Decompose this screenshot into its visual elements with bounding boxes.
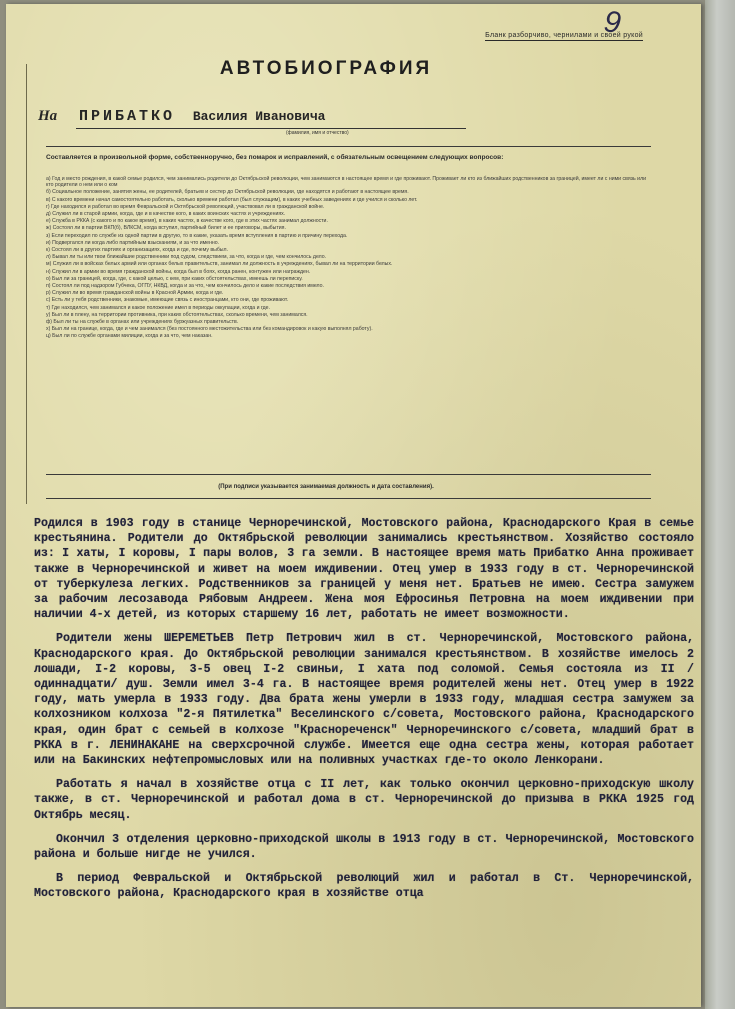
instruction-item: ф) Был ли ты на службе в органах или учреждениях буржуазных правительств. xyxy=(46,319,239,326)
instruction-item: д) Служил ли в старой армии, когда, где и в качестве кого, в каких воинских частях и учреждениях. xyxy=(46,211,286,218)
left-margin-rule xyxy=(26,64,27,504)
signature-caption: (При подписи указывается занимаемая должность и дата составления). xyxy=(218,484,434,490)
instruction-item: м) Служил ли в войсках белых армий или органах белых правительств, занимал ли должность в учреждениях, бывал ли на территории белых. xyxy=(46,261,393,268)
instruction-item: н) Служил ли в армии во время гражданской войны, когда был в боях, когда ранен, контужен или награжден. xyxy=(46,268,311,275)
form-title: АВТОБИОГРАФИЯ xyxy=(219,58,433,79)
document-page xyxy=(6,4,701,1007)
instruction-item: л) Бывал ли ты или твои ближайшие родственники под судом, следствием, за что, когда и где, чем кончилось дело. xyxy=(46,254,327,261)
surname: ПРИБАТКО xyxy=(78,108,175,125)
typed-autobiography xyxy=(34,516,694,911)
header-note: Бланк разборчиво, чернилами и своей рукой xyxy=(485,32,643,39)
instruction-item: г) Где находился и работал во время Февральской и Октябрьской революций, участвовал ли в гражданской войне. xyxy=(46,203,325,210)
instruction-item: р) Служил ли во время гражданской войны в Красной Армии, когда и где. xyxy=(46,290,224,297)
instruction-item: б) Социальное положение, занятия жены, ее родителей, братьев и сестер до Октябрьской революции, где находятся и работают в настоящее время. xyxy=(46,189,409,196)
instruction-item: с) Есть ли у тебя родственники, знакомые, имеющие связь с иностранцами, кто они, где проживают. xyxy=(46,297,289,304)
instruction-item: о) Был ли за границей, когда, где, с какой целью, с кем, при каких обстоятельствах, имеешь ли переписку. xyxy=(46,275,303,282)
instruction-item: е) Служба в РККА (с какого и по какое время), в каких частях, в качестве кого, где в этих частях занимал должности. xyxy=(46,218,328,225)
paragraph: В период Февральской и Октябрьской революций жил и работал в Ст. Черноречинской, Мостовского района, Краснодарского края в хозяйстве отца xyxy=(34,872,694,901)
instruction-item: а) Год и место рождения, в какой семье родился, чем занимались родители до Октябрьской революции, чем занимаются в настоящее время и где проживают. Проживает ли кто из ближайших родственников за границей, имеет ли с ними связь или кто родители о нем или о ком xyxy=(46,176,646,189)
given-names: Василия Ивановича xyxy=(192,109,326,124)
paragraph: Родители жены ШЕРЕМЕТЬЕВ Петр Петрович жил в ст. Черноречинской, Мостовского района, Краснодарского края. До Октябрьской революции занимался крестьянством. В хозяйстве имелось 2 лошади, I-2 коровы, 3-5 овец I-2 свиньи, I хата под соломой. Семья состояла из II /одиннадцати/ душ. Земли имел 3-4 га. В настоящее время родителей жены нет. Отец умер в 1922 году, мать умерла в 1933 году. Два брата жены умерли в 1933 году, младшая сестра замужем за колхозником колхоза "2-я Пятилетка" Веселинского с/совета, Мостовского района, Краснодарского края, один брат с семьей в колхозе "Краснореченск" Черноречинского с/совета, младший брат в РККА в г. ЛЕНИНАКАНЕ на сверхсрочной службе. Имеется еще одна сестра жены, которая работает или на Бакинских нефтепромысловых или на поливных участках где-то около Ленкорани. xyxy=(34,632,694,768)
divider-top xyxy=(46,146,651,147)
instruction-item: ц) Был ли по службе органами милиции, когда и за что, чем наказан. xyxy=(46,333,213,340)
paragraph: Работать я начал в хозяйстве отца с II лет, как только окончил церковно-приходскую школу также, в ст. Черноречинской и работал дома в ст. Черноречинской до призыва в РККА 1925 год Октябрь месяц. xyxy=(34,778,694,822)
instruction-item: у) Был ли в плену, на территории противника, при каких обстоятельствах, сколько времени, чем занимался. xyxy=(46,311,308,318)
instruction-item: т) Где находился, чем занимался и какое положение имел в периоды оккупации, когда и где. xyxy=(46,304,270,311)
instruction-item: к) Состоял ли в других партиях и организациях, когда и где, почему выбыл. xyxy=(46,247,229,254)
paragraph: Окончил 3 отделения церковно-приходской школы в 1913 году в ст. Черноречинской, Мостовского района и больше нигде не учился. xyxy=(34,832,694,862)
handwritten-page-number: 9 xyxy=(602,5,623,40)
divider-after-signature xyxy=(46,498,651,499)
instruction-item: ж) Состоял ли в партии ВКП(б), ВЛКСМ, когда вступил, партийный билет и ее приговоры, выбытия. xyxy=(46,225,286,232)
scanner-edge-strip xyxy=(705,0,735,1009)
instruction-item: п) Состоял ли под надзором Губчека, ОГПУ, НКВД, когда и за что, чем кончилось дело и какие последствия имело. xyxy=(46,283,324,290)
instruction-item: з) Если переходил по службе из одной партии в другую, то в какие, указать время вступления в партию и причину перехода. xyxy=(46,232,348,239)
name-caption: (фамилия, имя и отчество) xyxy=(286,130,349,136)
paragraph: Родился в 1903 году в станице Черноречинской, Мостовского района, Краснодарского Края в семье крестьянина. Родители до Октябрьской революции занимались крестьянством. Хозяйство состояло из: I хаты, I коровы, I пары волов, 3 га земли. В настоящее время мать Прибатко Анна проживает также в Черноречинской и живет на моем иждивении. Отец умер в 1933 году в ст. Черноречинской от туберкулеза легких. Родственников за границей у меня нет. Братьев не имею. Сестра замужем за рабочим лесозавода Рябовым Андреем. Жена моя Ефросинья Петровна на моем иждивении при наличии 4-х детей, из которых старшему 16 лет, работать не имеет возможности. xyxy=(34,517,694,622)
on-label: На xyxy=(38,108,58,124)
instruction-item: х) Был ли на границе, когда, где и чем занимался (без постоянного местожительства или без командировок и какую выполнял работу). xyxy=(46,326,373,333)
name-underline xyxy=(76,128,466,129)
instructions-list xyxy=(46,176,646,341)
instruction-item: в) С какого времени начал самостоятельно работать, сколько времени работал (был служащим), в каких учебных заведениях и где учился и сколько лет. xyxy=(46,196,418,203)
instruction-item: и) Подвергался ли когда либо партийным взысканиям, и за что именно. xyxy=(46,239,220,246)
name-line xyxy=(38,108,488,125)
divider-before-signature xyxy=(46,474,651,475)
instructions-intro: Составляется в произвольной форме, собственноручно, без помарок и исправлений, с обязательным освещением следующих вопросов: xyxy=(46,154,504,161)
